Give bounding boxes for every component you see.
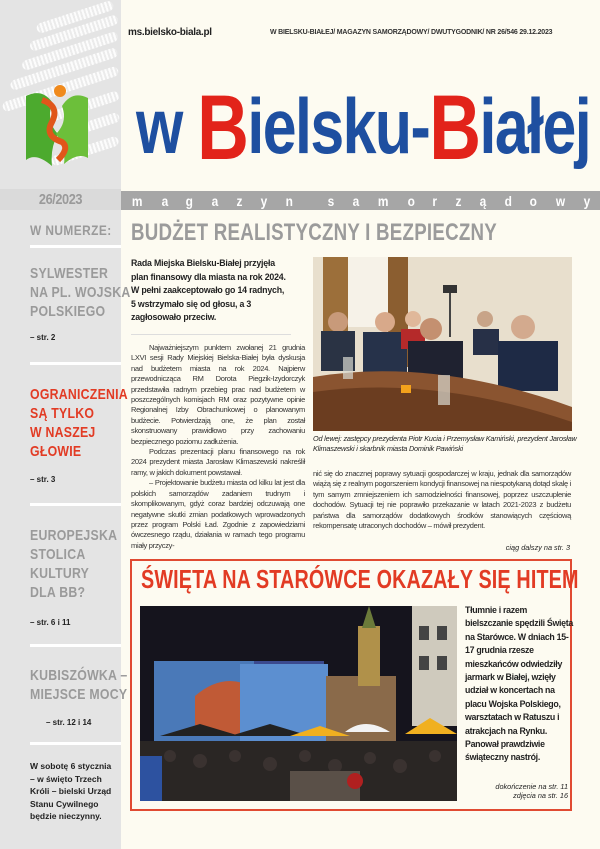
sidebar-divider <box>30 644 121 647</box>
article2-headline[interactable]: ŚWIĘTA NA STARÓWCE OKAZAŁY SIĘ HITEM <box>141 564 579 594</box>
site-url-link[interactable]: ms.bielsko-biala.pl <box>128 27 212 38</box>
lead-divider <box>131 334 291 335</box>
sidebar-item-ograniczenia[interactable]: OGRANICZENIA SĄ TYLKO W NASZEJ GŁOWIE <box>30 386 128 460</box>
article1-continued[interactable]: ciąg dalszy na str. 3 <box>505 543 570 552</box>
article1-column-1: Najważniejszym punktem zwołanej 21 grudnia LXVI sesji Rady Miejskiej Bielska-Białej była dyskusja nad budżetem miasta na rok 2024. Najpierw przewodnicząca RM Dorota Piegzik-Izydorczyk przedstawiła radnym przebieg prac nad budżetem w poszczególnych komisjach RM oraz pozytywne opinie Regionalnej Izby Obrachunkowej o planowanym budżecie. Potwierdzają one, że plan został skonstruowany prawidłowo przy zachowaniu bezpiecznego poziomu zadłużenia. Podczas prezentacji planu finansowego na rok 2024 prezydent miasta Jarosław Klimaszewski nakreślił ramy, w jakich dokument powstawał. – Projektowanie budżetu miasta od kilku lat jest dla polskich samorządów zadaniem trudnym i skomplikowanym, gdyż coraz bardziej odczuwają one negatywne skutki zmian podatkowych wprowadzonych przez program Polski Ład. Zgodnie z zapowiedziami ówczesnego rządu, działania w ramach tego programu miały przyczy- <box>131 343 305 550</box>
sidebar-divider <box>30 742 121 745</box>
in-this-issue-heading: W NUMERZE: <box>30 222 112 238</box>
sidebar-item-page: – str. 2 <box>30 333 56 342</box>
city-logo-icon <box>22 82 92 166</box>
sidebar-item-page: – str. 6 i 11 <box>30 618 71 627</box>
sidebar-divider <box>30 503 121 506</box>
sidebar-divider <box>30 245 121 248</box>
council-session-photo <box>313 257 572 431</box>
sidebar-item-europejska-stolica[interactable]: EUROPEJSKA STOLICA KULTURY DLA BB? <box>30 527 118 601</box>
article1-column-2: nić się do znacznej poprawy sytuacji gospodarczej w kraju, jednak dla samorządów wiążą się z realnym pogorszeniem kondycji finansowej na niespotykaną dotąd skalę i tym samym zmniejszeniem ich samodzielności finansowej, poprzez uszczuplenie dochodów. Sytuacji tej nie poprawiło przekazanie w latach 2021-2023 z budżetu państwa dla samorządów dodatkowych środków stanowiących częściową rekompensatę utraconych dochodów – mówił prezydent. <box>313 469 571 531</box>
sidebar-divider <box>30 362 121 365</box>
sidebar-note: W sobotę 6 stycznia – w święto Trzech Króli – bielski Urząd Stanu Cywilnego będzie nieczynny. <box>30 761 112 821</box>
sidebar-item-page: – str. 3 <box>30 475 56 484</box>
magazine-band-text: m a g a z y n s a m o r z ą d o w y <box>131 192 591 209</box>
article2-continued[interactable]: dokończenie na str. 11 zdjęcia na str. 16 <box>495 782 568 800</box>
issue-number: 26/2023 <box>38 191 83 208</box>
old-town-christmas-photo <box>140 606 457 801</box>
article2-lead: Tłumnie i razem bielszczanie spędzili Święta na Starówce. W dniach 15-17 grudnia rzesze mieszkańców odwiedziły jarmark w Białej, wzięły udział w koncertach na placu Wojska Polskiego, warsztatach w Ratuszu i atrakcjach na Rynku. Panował prawdziwie świąteczny nastrój. <box>465 605 573 763</box>
masthead-title: w Bielsku-Białej <box>136 77 591 179</box>
sidebar-item-sylwester[interactable]: SYLWESTER NA PL. WOJSKA POLSKIEGO <box>30 265 131 320</box>
photo1-caption: Od lewej: zastępcy prezydenta Piotr Kucia i Przemysław Kamiński, prezydent Jarosław Klimaszewski i skarbnik miasta Dominik Pawiński <box>313 434 577 453</box>
article1-lead: Rada Miejska Bielsku-Białej przyjęła plan finansowy dla miasta na rok 2024. W pełni zaakceptowało go 14 radnych, 5 wstrzymało się od głosu, a 3 zagłosowało przeciw. <box>131 258 286 322</box>
article1-headline[interactable]: BUDŻET REALISTYCZNY I BEZPIECZNY <box>131 219 497 246</box>
logo-area <box>0 0 121 184</box>
sidebar-item-kubiszowka[interactable]: KUBISZÓWKA – MIEJSCE MOCY <box>30 667 128 703</box>
header-meta: W BIELSKU-BIAŁEJ/ MAGAZYN SAMORZĄDOWY/ DWUTYGODNIK/ NR 26/546 29.12.2023 <box>270 29 553 36</box>
sidebar-item-page: – str. 12 i 14 <box>46 718 92 727</box>
